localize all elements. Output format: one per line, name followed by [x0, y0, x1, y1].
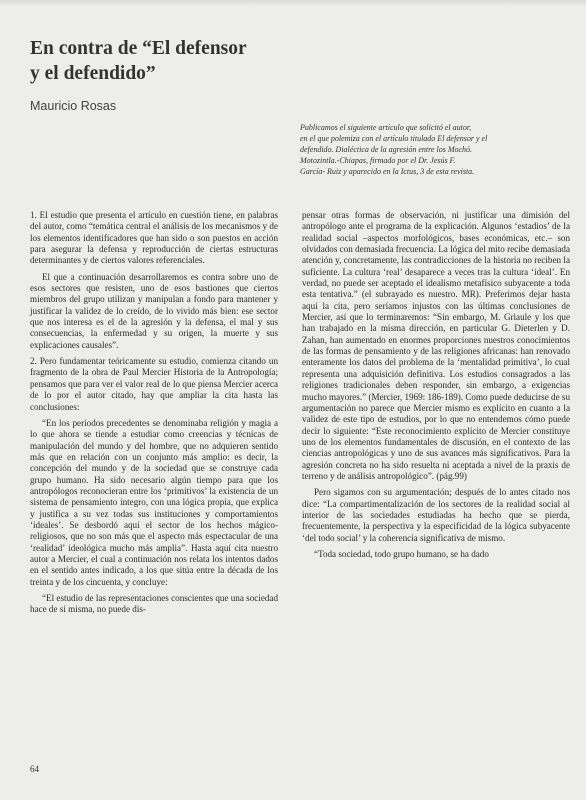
article-title [30, 36, 350, 86]
quoted-paragraph: “En los períodos precedentes se denominaba religión y magia a lo que ahora se tiende a estudiar como creencias y técnicas de manipulación del mundo y del hombre, que no adquieren sentido más que en relación con un conjunto más amplio: es decir, la concepción del mundo y de la sociedad que se construye cada grupo humano. Ha sido necesario algún tiempo para que los antropólogos reconocieran entre los ‘primitivos’ la existencia de un sistema de pensamiento íntegro, con una lógica propia, que explica y justifica a su vez todas sus instituciones y comportamientos ‘ideales’. Se desbordó aquí el sector de los hechos mágico-religiosos, que no son más que el aspecto más espectacular de una ‘realidad’ ideológica mucho más amplia”. Hasta aquí cita nuestro autor a Mercier, el cual a continuación nos relata los intentos dados en el sentido antes indicado, a los que sitúa entre la década de los treinta y de los cincuenta, y concluye: [30, 417, 278, 587]
left-text-column [30, 210, 278, 621]
editor-note-line: García- Ruiz y aparecido en la Ictus, 3 de esta revista. [300, 166, 475, 176]
paragraph: “Toda sociedad, todo grupo humano, se ha dado [314, 548, 489, 559]
editor-note-line: en el que polemiza con el artículo titulado El defensor y el [300, 133, 488, 143]
article-title-line-2: y el defendido” [30, 63, 156, 84]
article-title-line-1: En contra de “El defensor [30, 38, 247, 59]
editor-note-line: defendido. Dialéctica de la agresión entre los Mochó. [300, 144, 473, 154]
paragraph: 1. El estudio que presenta el artículo en cuestión tiene, en palabras del autor, como “temática central el análisis de los mecanismos y de los elementos identificadores que han sido o son puestos en acción para asegurar la defensa y reproducción de ciertas estructuras determinantes y de ciertos valores referenciales. [30, 210, 278, 266]
paragraph: El que a continuación desarrollaremos es contra sobre uno de esos sectores que resisten, uno de esos bastiones que ciertos miembros del grupo utilizan y manipulan a fondo para mantener y justificar la validez de lo creído, de lo vivido más bien: ese sector que nos interesa es el de la agresión y la defensa, el mal y sus consecuencias, la enfermedad y su origen, la muerte y sus explicaciones causales”. [30, 271, 278, 350]
article-author: Mauricio Rosas [30, 99, 117, 113]
page-top-shading [0, 0, 586, 6]
right-text-column [302, 210, 570, 565]
editor-note-line: Motozintla.-Chiapas, firmado por el Dr. Jesús F. [300, 155, 456, 165]
editor-note-line: Publicamos el siguiente artículo que solicitó el autor, [300, 123, 472, 132]
paragraph: pensar otras formas de observación, ni justificar una dimisión del antropólogo ante el programa de la explicación. Algunos ‘estadios’ de la realidad social –aspectos morfológicos, bases económicas, etc.– son olvidados con demasiada frecuencia. La lógica del mito recibe demasiada atención y, concretamente, las contradicciones de la historia no reciben la suficiente. La cultura ‘real’ desaparece a veces tras la cultura ‘ideal’. En verdad, no puede ser aceptado el idealismo metafísico subyacente a toda esta tentativa.” (el subrayado es nuestro. MR). Preferimos dejar hasta aquí la cita, pero seríamos injustos con las últimas conclusiones de Mercier, así que lo terminaremos: “Sin embargo, M. Griaule y los que han trabajado en la misma dirección, en particular G. Dieterlen y D. Zahan, han aumentado en enormes proporciones nuestros conocimientos de las formas de pensamiento y de las religiones africanas: han renovado enteramente los datos del problema de la ‘mentalidad primitiva’, lo cual representa una adquisición definitiva. Los estudios consagrados a las religiones tradicionales deben responder, sin embargo, a exigencias mucho mayores.” (Mercier, 1969: 186-189). Como puede deducirse de su argumentación no parece que Mercier mismo es explícito en cuanto a la validez de este tipo de estudios, por lo que no entendemos cómo puede decir lo siguiente: “Este reconocimiento explícito de Mercier constituye uno de los elementos fundamentales de discusión, en el contexto de las ciencias antropológicas y uno de sus avances más significativos. Para la agresión concreta no ha sido resuelta ni aceptada a nivel de la praxis de terreno y de análisis antropológico”. (pág.99) [302, 210, 570, 481]
paragraph: 2. Pero fundamentar teóricamente su estudio, comienza citando un fragmento de la obra de Paul Mercier Historia de la Antropología; pensamos que para ver el valor real de lo que piensa Mercier acerca de lo por el autor citado, hay que ampliar la cita hasta las conclusiones: [30, 356, 278, 412]
paragraph: Pero sigamos con su argumentación; después de lo antes citado nos dice: “La compartimentalización de los sectores de la realidad social al interior de las sociedades estudiadas ha hecho que se pierda, frecuentemente, la perspectiva y la especificidad de la lógica subyacente ‘del todo social’ y la coherencia significativa de mismo. [302, 487, 570, 543]
editor-note [300, 123, 570, 178]
quoted-paragraph: “El estudio de las representaciones conscientes que una sociedad hace de sí misma, no puede dis- [30, 593, 278, 615]
page-number: 64 [30, 764, 39, 774]
